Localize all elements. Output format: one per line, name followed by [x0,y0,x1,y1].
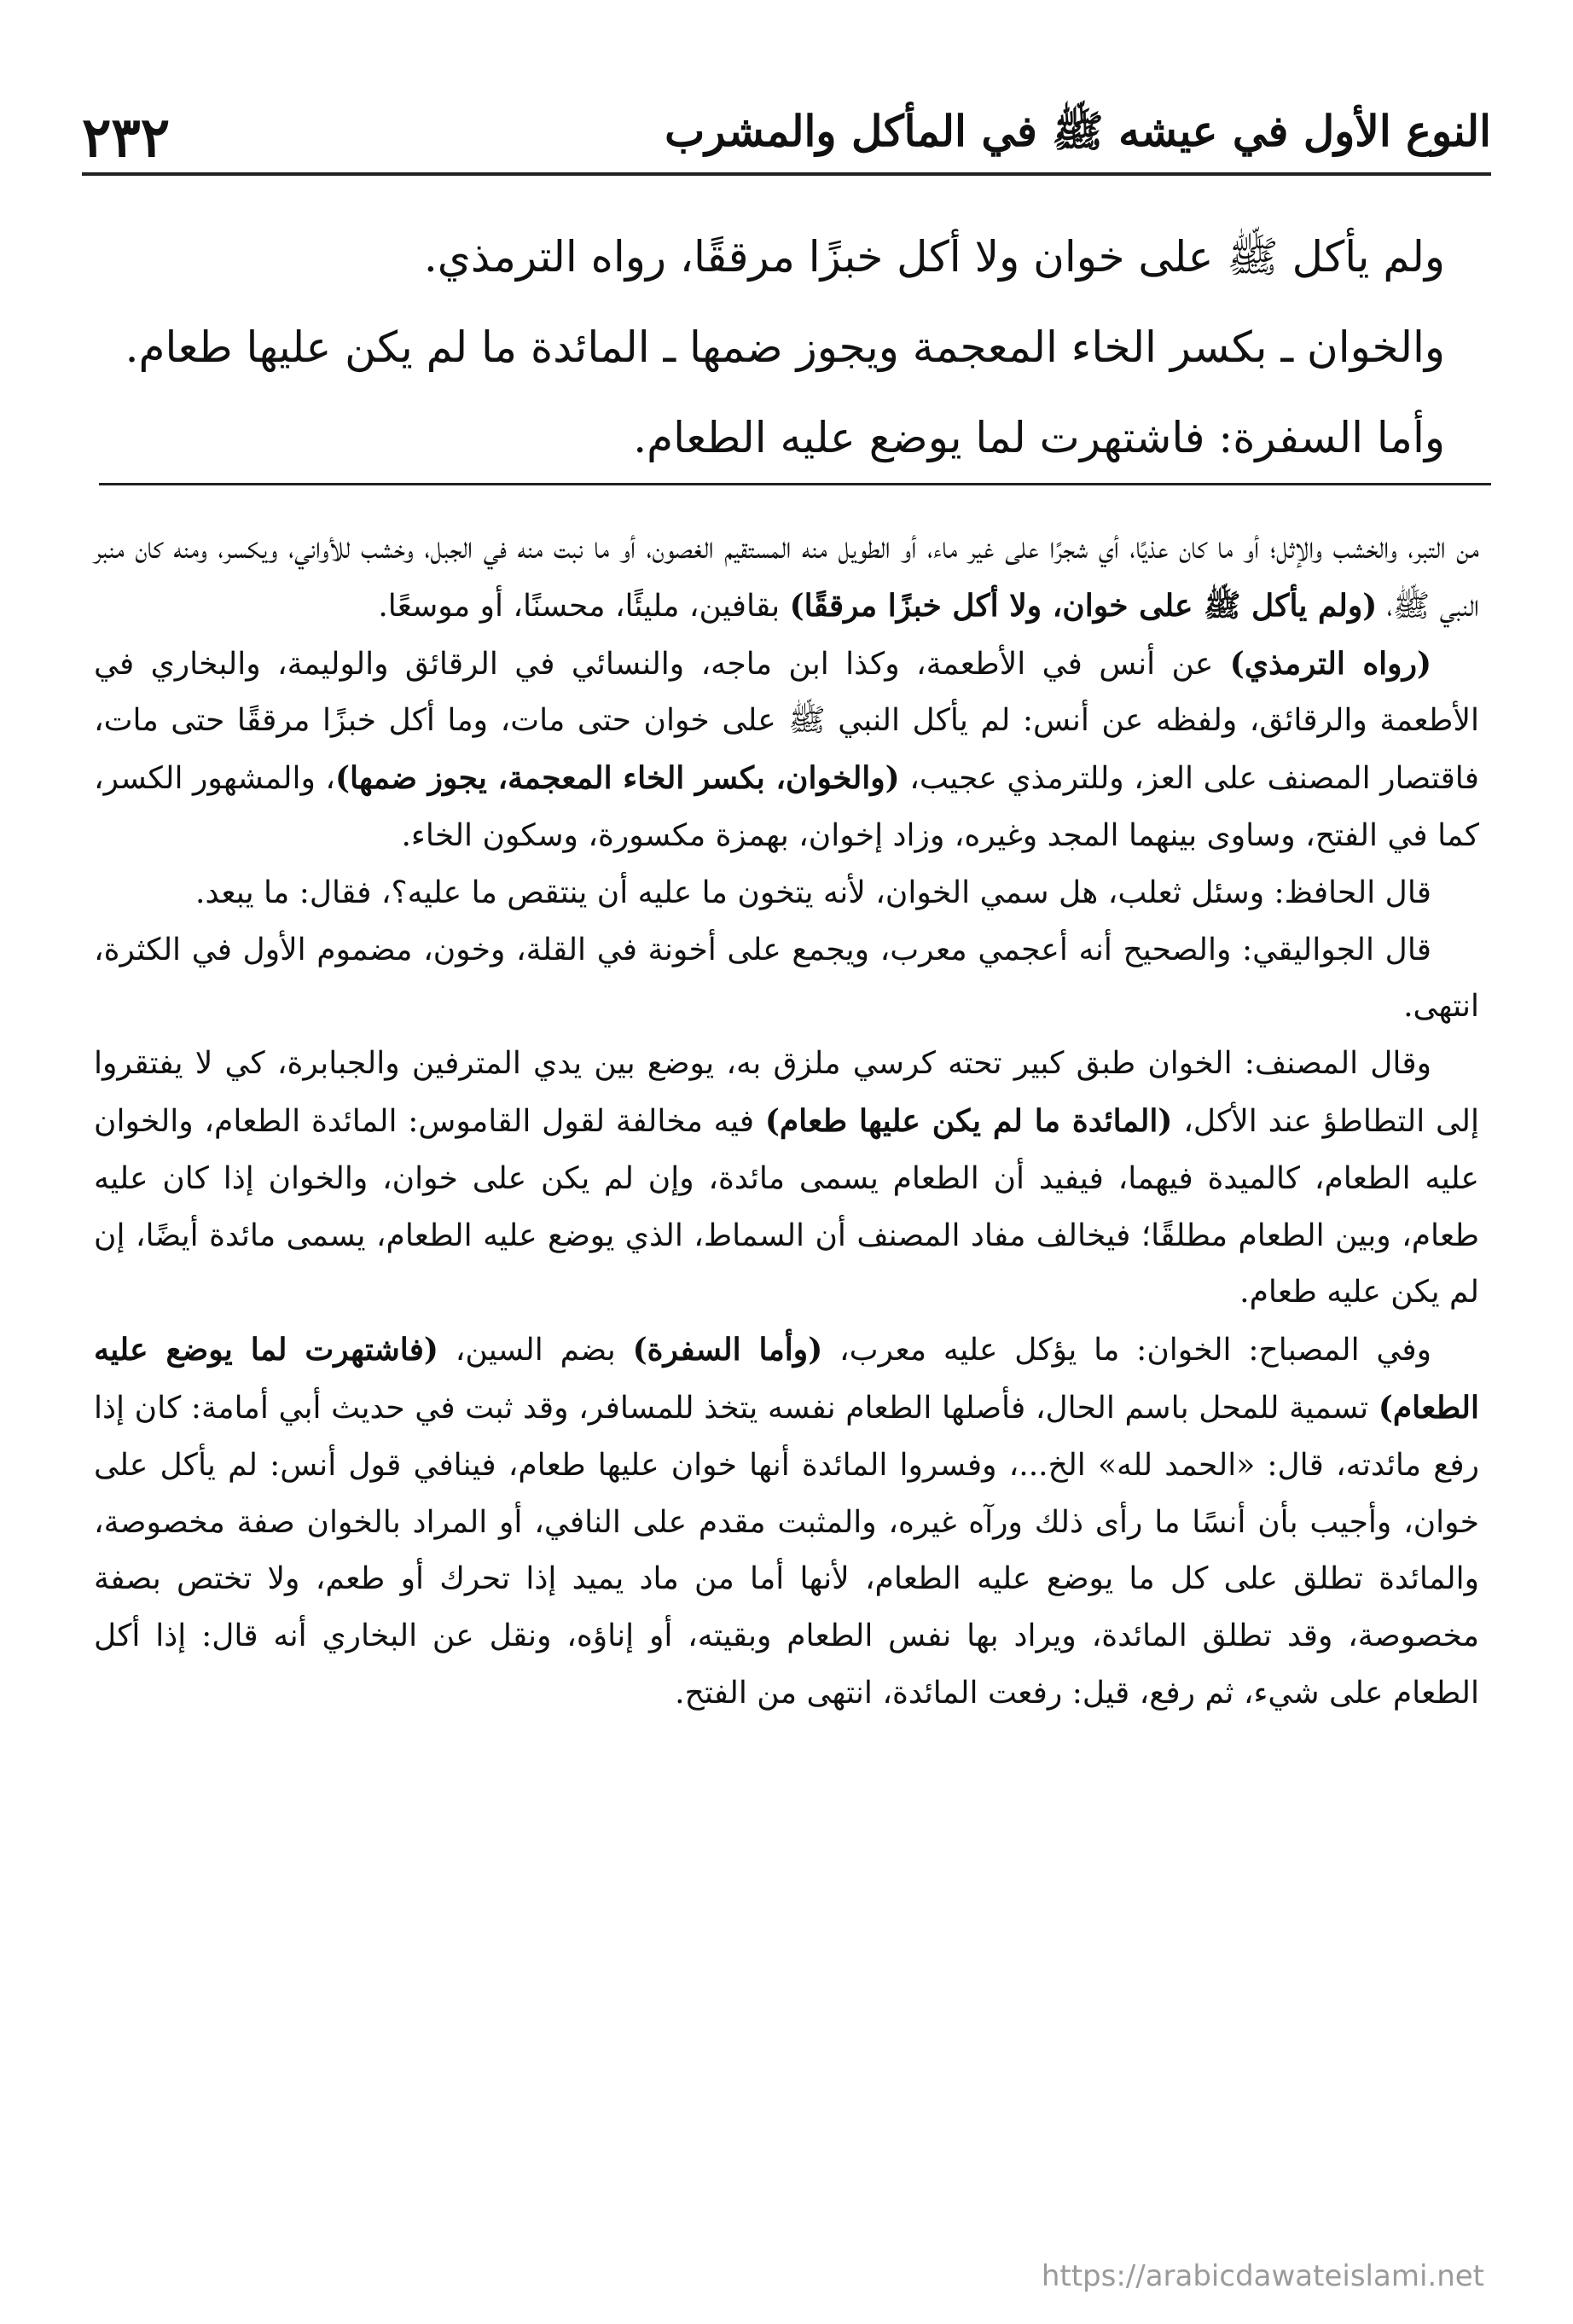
main-text-line: والخوان ـ بكسر الخاء المعجمة ويجوز ضمها ـ المائدة ما لم يكن عليها طعام. [125,322,1445,372]
main-text [102,212,1445,483]
commentary-text: عن أنس في الأطعمة، وكذا ابن ماجه، والنسائي في الرقائق والوليمة، والبخاري في الأطعمة والرقائق، ولفظه عن أنس: لم يأكل النبي ﷺ على خوان حتى مات، وما أكل خبزًا مرققًا حتى مات، فاقتصار المصنف على العز، وللترمذي عجيب، [94,646,1479,797]
commentary-paragraph [94,520,1479,636]
quoted-text: (فاشتهرت لما يوضع عليه الطعام) [94,1332,1480,1426]
quoted-text: (ولم يأكل ﷺ على خوان، ولا أكل خبزًا مرققًا) [789,587,1378,624]
commentary-paragraph [94,1036,1479,1322]
commentary-text: فيه مخالفة لقول القاموس: المائدة الطعام، والخوان عليه الطعام، كالميدة فيهما، فيفيد أن الطعام يسمى مائدة، وإن لم يكن على خوان، والخوان إذا كان عليه طعام، وبين الطعام مطلقًا؛ فيخالف مفاد المصنف أن السماط، الذي يوضع عليه الطعام، يسمى مائدة أيضًا، إن لم يكن عليه طعام. [94,1103,1479,1310]
commentary-text: بضم السين، [438,1333,633,1368]
commentary-text: تسمية للمحل باسم الحال، فأصلها الطعام نفسه يتخذ للمسافر، وقد ثبت في حديث أبي أمامة: كان إذا رفع مائدته، قال: «الحمد لله» الخ...، وفسروا المائدة أنها خوان عليها طعام، فينافي قول أنس: لم يأكل على خوان، وأجيب بأن أنسًا ما رأى ذلك ورآه غيره، والمثبت مقدم على النافي، أو المراد بالخوان صفة مخصوصة، والمائدة تطلق على كل ما يوضع عليه الطعام، لأنها أما من ماد يميد إذا تحرك أو طعم، ولا تختص بصفة مخصوصة، وقد تطلق المائدة، ويراد بها نفس الطعام وبقيته، أو إناؤه، ونقل عن البخاري أنه قال: إذا أكل الطعام على شيء، ثم رفع، قيل: رفعت المائدة، انتهى من الفتح. [94,1390,1479,1711]
main-text-line: وأما السفرة: فاشتهرت لما يوضع عليه الطعام. [633,413,1445,462]
commentary-paragraph [94,636,1479,865]
watermark-url: https://arabicdawateislami.net [1041,2259,1484,2293]
main-text-line: ولم يأكل ﷺ على خوان ولا أكل خبزًا مرققًا، رواه الترمذي. [423,232,1445,282]
page-number: ٢٣٢ [82,106,171,170]
section-divider [99,483,1491,485]
commentary [94,520,1479,1723]
commentary-text: وقال المصنف: الخوان طبق كبير تحته كرسي ملزق به، يوضع بين يدي المترفين والجبابرة، كي لا يفتقروا إلى التطاطؤ عند الأكل، [94,1046,1479,1139]
running-title: النوع الأول في عيشه ﷺ في المأكل والمشرب [665,106,1491,156]
commentary-text: ، والمشهور الكسر، كما في الفتح، وساوى بينهما المجد وغيره، وزاد إخوان، بهمزة مكسورة، وسكون الخاء. [94,761,1479,853]
page-header [82,101,1491,176]
quoted-text: (وأما السفرة) [632,1332,823,1368]
commentary-text: وفي المصباح: الخوان: ما يؤكل عليه معرب، [822,1333,1431,1368]
commentary-text: بقافين، مليئًا، محسنًا، أو موسعًا. [378,588,790,624]
quoted-text: (رواه الترمذي) [1229,645,1431,682]
commentary-paragraph: قال الحافظ: وسئل ثعلب، هل سمي الخوان، لأنه يتخون ما عليه أن ينتقص ما عليه؟، فقال: ما يبعد. [195,874,1431,910]
quoted-text: (والخوان، بكسر الخاء المعجمة، يجوز ضمها) [335,760,900,797]
commentary-text: من التبر، والخشب والإثل؛ أو ما كان عذيًا، أي شجرًا على غير ماء، أو الطويل منه المستقيم الغصون، أو ما نبت منه في الجبل، وخشب للأواني، ويكسر، ومنه كان منبر النبي ﷺ، [94,531,1479,624]
commentary-paragraph: قال الجواليقي: والصحيح أنه أعجمي معرب، ويجمع على أخونة في القلة، وخون، مضموم الأول في الكثرة، انتهى. [94,932,1479,1025]
commentary-paragraph [94,1322,1479,1723]
quoted-text: (المائدة ما لم يكن عليها طعام) [764,1102,1173,1139]
